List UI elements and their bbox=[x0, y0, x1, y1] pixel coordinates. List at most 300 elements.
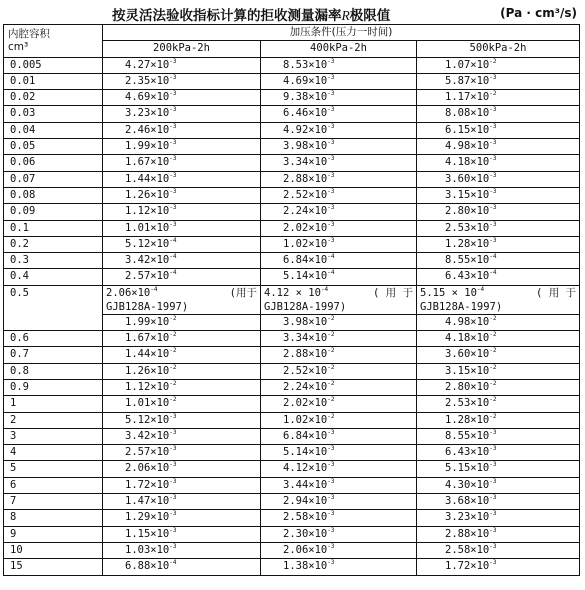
value-exponent: -3 bbox=[327, 445, 335, 453]
value-cell-200 bbox=[103, 347, 261, 363]
value-mantissa: 1.67×10 bbox=[125, 332, 170, 345]
value-mantissa: 1.01×10 bbox=[125, 221, 170, 234]
value-cell-500 bbox=[417, 412, 580, 428]
value-exponent: -2 bbox=[327, 363, 335, 371]
table-row bbox=[4, 90, 580, 106]
value-exponent: -2 bbox=[489, 396, 497, 404]
value-mantissa: 2.02×10 bbox=[283, 221, 328, 234]
value-exponent: -3 bbox=[327, 204, 335, 212]
value-exponent: -3 bbox=[489, 428, 497, 436]
value-mantissa: 6.84×10 bbox=[283, 429, 328, 442]
value-cell-400 bbox=[261, 90, 417, 106]
page-title bbox=[112, 4, 390, 24]
value-exponent: -3 bbox=[327, 526, 335, 534]
value-cell-200 bbox=[103, 106, 261, 122]
value-exponent: -4 bbox=[489, 269, 497, 277]
table-row bbox=[4, 526, 580, 542]
value-cell-500 bbox=[417, 314, 580, 330]
value-exponent: -3 bbox=[489, 220, 497, 228]
value-cell-500 bbox=[417, 57, 580, 73]
volume-cell: 0.07 bbox=[4, 171, 103, 187]
value-cell-400 bbox=[261, 412, 417, 428]
value-exponent: -4 bbox=[327, 253, 335, 261]
volume-cell: 0.6 bbox=[4, 331, 103, 347]
value-mantissa: 1.02×10 bbox=[283, 237, 328, 250]
value-exponent: -3 bbox=[327, 461, 335, 469]
value-mantissa: 2.80×10 bbox=[445, 205, 490, 218]
table-row bbox=[4, 510, 580, 526]
value-mantissa: 6.43×10 bbox=[445, 270, 490, 283]
value-mantissa: 2.57×10 bbox=[125, 446, 170, 459]
value-exponent: -2 bbox=[169, 347, 177, 355]
value-cell-400 bbox=[261, 122, 417, 138]
value-mantissa: 3.34×10 bbox=[283, 156, 328, 169]
value-exponent: -3 bbox=[489, 204, 497, 212]
title-prefix: 按灵活法验收指标计算的拒收测量漏率 bbox=[112, 8, 342, 24]
value-exponent: -3 bbox=[327, 220, 335, 228]
value-exponent: -2 bbox=[489, 331, 497, 339]
value-mantissa: 4.98×10 bbox=[445, 315, 490, 328]
value-cell-500 bbox=[417, 461, 580, 477]
value-cell-200 bbox=[103, 363, 261, 379]
value-mantissa: 3.23×10 bbox=[125, 107, 170, 120]
value-mantissa: 1.01×10 bbox=[125, 397, 170, 410]
value-exponent: -3 bbox=[489, 122, 497, 130]
value-cell-400 bbox=[261, 542, 417, 558]
table-row bbox=[4, 236, 580, 252]
value-exponent: -3 bbox=[169, 122, 177, 130]
value-mantissa: 2.30×10 bbox=[283, 527, 328, 540]
value-cell-200 bbox=[103, 412, 261, 428]
volume-cell: 1 bbox=[4, 396, 103, 412]
header-condition-400: 400kPa-2h bbox=[261, 41, 417, 57]
value-mantissa: 5.12×10 bbox=[125, 237, 170, 250]
table-body-row-0-5 bbox=[4, 285, 580, 330]
value-mantissa: 1.07×10 bbox=[445, 58, 490, 71]
value-cell-400 bbox=[261, 396, 417, 412]
value-exponent: -2 bbox=[327, 347, 335, 355]
value-exponent: -3 bbox=[169, 526, 177, 534]
value-mantissa: 1.03×10 bbox=[125, 543, 170, 556]
value-cell-400 bbox=[261, 204, 417, 220]
value-mantissa: 2.53×10 bbox=[445, 397, 490, 410]
value-cell-500 bbox=[417, 253, 580, 269]
value-cell-400 bbox=[261, 347, 417, 363]
note-mantissa: 5.15 × 10 bbox=[420, 286, 477, 299]
value-cell-400 bbox=[261, 428, 417, 444]
value-mantissa: 4.69×10 bbox=[125, 91, 170, 104]
value-mantissa: 5.87×10 bbox=[445, 74, 490, 87]
value-mantissa: 1.26×10 bbox=[125, 188, 170, 201]
value-mantissa: 1.29×10 bbox=[125, 511, 170, 524]
value-mantissa: 4.27×10 bbox=[125, 58, 170, 71]
value-mantissa: 1.99×10 bbox=[125, 315, 170, 328]
value-mantissa: 1.47×10 bbox=[125, 495, 170, 508]
value-exponent: -2 bbox=[489, 379, 497, 387]
value-mantissa: 1.15×10 bbox=[125, 527, 170, 540]
volume-cell: 6 bbox=[4, 477, 103, 493]
value-mantissa: 2.52×10 bbox=[283, 364, 328, 377]
value-exponent: -3 bbox=[169, 73, 177, 81]
title-suffix: 极限值 bbox=[349, 8, 391, 24]
value-mantissa: 8.55×10 bbox=[445, 429, 490, 442]
table-row bbox=[4, 171, 580, 187]
volume-cell: 0.4 bbox=[4, 269, 103, 285]
value-exponent: -2 bbox=[327, 396, 335, 404]
value-exponent: -3 bbox=[327, 559, 335, 567]
value-exponent: -3 bbox=[169, 445, 177, 453]
value-mantissa: 2.52×10 bbox=[283, 188, 328, 201]
table-row bbox=[4, 428, 580, 444]
value-mantissa: 3.34×10 bbox=[283, 332, 328, 345]
value-cell-500 bbox=[417, 494, 580, 510]
value-cell-400 bbox=[261, 236, 417, 252]
note-cell-400 bbox=[261, 285, 417, 314]
table-row bbox=[4, 285, 580, 314]
value-mantissa: 1.44×10 bbox=[125, 348, 170, 361]
value-cell-200 bbox=[103, 73, 261, 89]
value-mantissa: 3.98×10 bbox=[283, 315, 328, 328]
value-cell-500 bbox=[417, 510, 580, 526]
value-exponent: -3 bbox=[327, 90, 335, 98]
value-cell-500 bbox=[417, 236, 580, 252]
value-exponent: -3 bbox=[169, 428, 177, 436]
value-cell-500 bbox=[417, 363, 580, 379]
value-cell-200 bbox=[103, 510, 261, 526]
value-cell-500 bbox=[417, 122, 580, 138]
value-cell-400 bbox=[261, 526, 417, 542]
value-mantissa: 1.12×10 bbox=[125, 205, 170, 218]
value-mantissa: 5.14×10 bbox=[283, 270, 328, 283]
value-mantissa: 1.02×10 bbox=[283, 413, 328, 426]
value-mantissa: 5.15×10 bbox=[445, 462, 490, 475]
value-cell-200 bbox=[103, 171, 261, 187]
note-exponent: -4 bbox=[150, 285, 158, 293]
value-cell-400 bbox=[261, 477, 417, 493]
value-mantissa: 1.72×10 bbox=[445, 560, 490, 573]
value-cell-200 bbox=[103, 526, 261, 542]
volume-cell: 0.03 bbox=[4, 106, 103, 122]
value-mantissa: 1.26×10 bbox=[125, 364, 170, 377]
value-cell-400 bbox=[261, 363, 417, 379]
value-mantissa: 1.17×10 bbox=[445, 91, 490, 104]
value-mantissa: 2.88×10 bbox=[283, 172, 328, 185]
table-row bbox=[4, 363, 580, 379]
value-mantissa: 6.84×10 bbox=[283, 254, 328, 267]
value-exponent: -3 bbox=[169, 204, 177, 212]
note-open: ( 用 于 bbox=[373, 286, 413, 299]
value-mantissa: 8.53×10 bbox=[283, 58, 328, 71]
value-exponent: -3 bbox=[327, 106, 335, 114]
value-exponent: -2 bbox=[489, 57, 497, 65]
volume-cell: 5 bbox=[4, 461, 103, 477]
value-mantissa: 2.35×10 bbox=[125, 74, 170, 87]
table-row bbox=[4, 542, 580, 558]
value-cell-500 bbox=[417, 220, 580, 236]
value-cell-400 bbox=[261, 106, 417, 122]
value-exponent: -2 bbox=[327, 379, 335, 387]
value-exponent: -3 bbox=[489, 139, 497, 147]
table-row bbox=[4, 477, 580, 493]
value-cell-400 bbox=[261, 57, 417, 73]
table-row bbox=[4, 445, 580, 461]
value-exponent: -3 bbox=[489, 510, 497, 518]
value-exponent: -2 bbox=[327, 331, 335, 339]
value-cell-200 bbox=[103, 559, 261, 575]
value-mantissa: 4.18×10 bbox=[445, 156, 490, 169]
value-exponent: -3 bbox=[327, 139, 335, 147]
value-exponent: -2 bbox=[169, 363, 177, 371]
value-mantissa: 6.88×10 bbox=[125, 560, 170, 573]
value-exponent: -3 bbox=[169, 494, 177, 502]
value-exponent: -3 bbox=[169, 90, 177, 98]
value-mantissa: 1.67×10 bbox=[125, 156, 170, 169]
value-cell-200 bbox=[103, 445, 261, 461]
value-cell-500 bbox=[417, 445, 580, 461]
header-volume bbox=[4, 25, 103, 58]
value-mantissa: 4.98×10 bbox=[445, 140, 490, 153]
table-row bbox=[4, 396, 580, 412]
value-exponent: -3 bbox=[169, 510, 177, 518]
value-cell-500 bbox=[417, 139, 580, 155]
header-row-group bbox=[4, 25, 580, 41]
value-exponent: -3 bbox=[169, 461, 177, 469]
value-cell-500 bbox=[417, 477, 580, 493]
note-mantissa: 2.06×10 bbox=[106, 286, 151, 299]
value-exponent: -3 bbox=[327, 494, 335, 502]
value-mantissa: 2.24×10 bbox=[283, 380, 328, 393]
value-cell-200 bbox=[103, 236, 261, 252]
unit-label: (Pa · cm³/s) bbox=[500, 6, 577, 20]
volume-cell: 0.09 bbox=[4, 204, 103, 220]
value-exponent: -3 bbox=[169, 139, 177, 147]
value-mantissa: 1.44×10 bbox=[125, 172, 170, 185]
value-cell-500 bbox=[417, 73, 580, 89]
value-mantissa: 2.94×10 bbox=[283, 495, 328, 508]
value-exponent: -2 bbox=[489, 363, 497, 371]
table-body-lower bbox=[4, 331, 580, 575]
volume-cell: 3 bbox=[4, 428, 103, 444]
value-cell-200 bbox=[103, 139, 261, 155]
value-exponent: -4 bbox=[327, 269, 335, 277]
note-cell-200 bbox=[103, 285, 261, 314]
header-volume-label: 内腔容积 bbox=[8, 27, 50, 40]
value-exponent: -3 bbox=[169, 542, 177, 550]
header-condition-500: 500kPa-2h bbox=[417, 41, 580, 57]
value-exponent: -3 bbox=[169, 155, 177, 163]
value-exponent: -3 bbox=[489, 236, 497, 244]
value-mantissa: 2.02×10 bbox=[283, 397, 328, 410]
value-exponent: -3 bbox=[489, 526, 497, 534]
value-exponent: -3 bbox=[327, 187, 335, 195]
value-cell-400 bbox=[261, 73, 417, 89]
value-cell-500 bbox=[417, 542, 580, 558]
value-mantissa: 4.12×10 bbox=[283, 462, 328, 475]
value-mantissa: 9.38×10 bbox=[283, 91, 328, 104]
value-exponent: -2 bbox=[489, 412, 497, 420]
value-mantissa: 1.28×10 bbox=[445, 237, 490, 250]
value-cell-400 bbox=[261, 220, 417, 236]
value-cell-400 bbox=[261, 253, 417, 269]
value-cell-500 bbox=[417, 559, 580, 575]
value-exponent: -2 bbox=[489, 314, 497, 322]
value-mantissa: 2.06×10 bbox=[283, 543, 328, 556]
value-exponent: -3 bbox=[489, 73, 497, 81]
value-exponent: -3 bbox=[169, 57, 177, 65]
note-open: (用于 bbox=[229, 286, 257, 299]
value-cell-400 bbox=[261, 494, 417, 510]
value-mantissa: 2.58×10 bbox=[445, 543, 490, 556]
title-row bbox=[0, 0, 585, 24]
value-exponent: -3 bbox=[327, 73, 335, 81]
volume-cell: 0.7 bbox=[4, 347, 103, 363]
value-exponent: -2 bbox=[169, 379, 177, 387]
value-exponent: -3 bbox=[489, 106, 497, 114]
value-mantissa: 1.12×10 bbox=[125, 380, 170, 393]
table-row bbox=[4, 139, 580, 155]
value-exponent: -3 bbox=[169, 187, 177, 195]
table-row bbox=[4, 57, 580, 73]
volume-cell: 0.005 bbox=[4, 57, 103, 73]
value-exponent: -3 bbox=[327, 171, 335, 179]
value-exponent: -3 bbox=[327, 57, 335, 65]
note-open: ( 用 于 bbox=[536, 286, 577, 299]
note-cell-500 bbox=[417, 285, 580, 314]
value-cell-200 bbox=[103, 396, 261, 412]
value-exponent: -3 bbox=[327, 428, 335, 436]
value-cell-500 bbox=[417, 269, 580, 285]
value-cell-500 bbox=[417, 379, 580, 395]
volume-cell: 0.1 bbox=[4, 220, 103, 236]
value-cell-200 bbox=[103, 379, 261, 395]
volume-cell: 0.3 bbox=[4, 253, 103, 269]
value-mantissa: 1.99×10 bbox=[125, 140, 170, 153]
value-mantissa: 8.55×10 bbox=[445, 254, 490, 267]
value-cell-500 bbox=[417, 347, 580, 363]
value-exponent: -3 bbox=[169, 477, 177, 485]
value-mantissa: 3.42×10 bbox=[125, 254, 170, 267]
note-close: GJB128A-1997) bbox=[264, 300, 347, 313]
value-exponent: -3 bbox=[489, 477, 497, 485]
volume-cell: 15 bbox=[4, 559, 103, 575]
value-exponent: -2 bbox=[169, 331, 177, 339]
value-exponent: -3 bbox=[489, 559, 497, 567]
value-exponent: -4 bbox=[169, 253, 177, 261]
volume-cell: 0.8 bbox=[4, 363, 103, 379]
value-mantissa: 3.15×10 bbox=[445, 188, 490, 201]
volume-cell: 2 bbox=[4, 412, 103, 428]
value-cell-400 bbox=[261, 314, 417, 330]
value-cell-400 bbox=[261, 379, 417, 395]
value-mantissa: 3.44×10 bbox=[283, 478, 328, 491]
value-mantissa: 3.60×10 bbox=[445, 172, 490, 185]
volume-cell: 0.2 bbox=[4, 236, 103, 252]
table-row bbox=[4, 494, 580, 510]
value-mantissa: 6.15×10 bbox=[445, 123, 490, 136]
volume-cell: 0.08 bbox=[4, 187, 103, 203]
table-row bbox=[4, 187, 580, 203]
value-exponent: -3 bbox=[489, 494, 497, 502]
value-exponent: -3 bbox=[169, 412, 177, 420]
value-exponent: -3 bbox=[327, 122, 335, 130]
value-exponent: -2 bbox=[327, 314, 335, 322]
value-cell-400 bbox=[261, 331, 417, 347]
volume-cell: 0.9 bbox=[4, 379, 103, 395]
value-cell-200 bbox=[103, 269, 261, 285]
volume-cell: 10 bbox=[4, 542, 103, 558]
value-exponent: -2 bbox=[169, 314, 177, 322]
header-condition-200: 200kPa-2h bbox=[103, 41, 261, 57]
table-row bbox=[4, 155, 580, 171]
volume-cell: 4 bbox=[4, 445, 103, 461]
value-cell-200 bbox=[103, 204, 261, 220]
value-exponent: -4 bbox=[489, 253, 497, 261]
value-cell-500 bbox=[417, 526, 580, 542]
value-cell-500 bbox=[417, 428, 580, 444]
table-row bbox=[4, 331, 580, 347]
value-mantissa: 2.88×10 bbox=[445, 527, 490, 540]
value-mantissa: 1.28×10 bbox=[445, 413, 490, 426]
leak-rate-table bbox=[3, 24, 580, 576]
value-cell-200 bbox=[103, 314, 261, 330]
volume-cell: 0.01 bbox=[4, 73, 103, 89]
value-cell-500 bbox=[417, 155, 580, 171]
table-row bbox=[4, 559, 580, 575]
value-mantissa: 8.08×10 bbox=[445, 107, 490, 120]
value-exponent: -3 bbox=[327, 542, 335, 550]
table-body-upper bbox=[4, 57, 580, 285]
volume-cell: 7 bbox=[4, 494, 103, 510]
value-cell-200 bbox=[103, 331, 261, 347]
table-row bbox=[4, 204, 580, 220]
table-row bbox=[4, 379, 580, 395]
value-cell-200 bbox=[103, 187, 261, 203]
value-exponent: -4 bbox=[169, 559, 177, 567]
value-mantissa: 2.46×10 bbox=[125, 123, 170, 136]
title-symbol: R bbox=[341, 8, 350, 23]
value-mantissa: 6.46×10 bbox=[283, 107, 328, 120]
value-cell-400 bbox=[261, 461, 417, 477]
volume-cell: 0.06 bbox=[4, 155, 103, 171]
value-cell-500 bbox=[417, 106, 580, 122]
note-exponent: -4 bbox=[476, 285, 485, 293]
value-cell-400 bbox=[261, 171, 417, 187]
table-row bbox=[4, 347, 580, 363]
value-cell-200 bbox=[103, 494, 261, 510]
volume-cell: 0.5 bbox=[4, 285, 103, 330]
value-exponent: -2 bbox=[489, 90, 497, 98]
value-mantissa: 3.23×10 bbox=[445, 511, 490, 524]
value-cell-200 bbox=[103, 461, 261, 477]
value-exponent: -4 bbox=[169, 269, 177, 277]
value-mantissa: 1.72×10 bbox=[125, 478, 170, 491]
volume-cell: 0.02 bbox=[4, 90, 103, 106]
table-row bbox=[4, 106, 580, 122]
table-row bbox=[4, 269, 580, 285]
value-cell-200 bbox=[103, 57, 261, 73]
table-row bbox=[4, 122, 580, 138]
value-cell-500 bbox=[417, 396, 580, 412]
value-mantissa: 4.92×10 bbox=[283, 123, 328, 136]
table-row bbox=[4, 73, 580, 89]
value-cell-200 bbox=[103, 155, 261, 171]
volume-cell: 8 bbox=[4, 510, 103, 526]
value-exponent: -3 bbox=[489, 542, 497, 550]
note-close: GJB128A-1997) bbox=[106, 300, 189, 313]
value-mantissa: 2.06×10 bbox=[125, 462, 170, 475]
value-exponent: -3 bbox=[327, 236, 335, 244]
value-mantissa: 5.14×10 bbox=[283, 446, 328, 459]
